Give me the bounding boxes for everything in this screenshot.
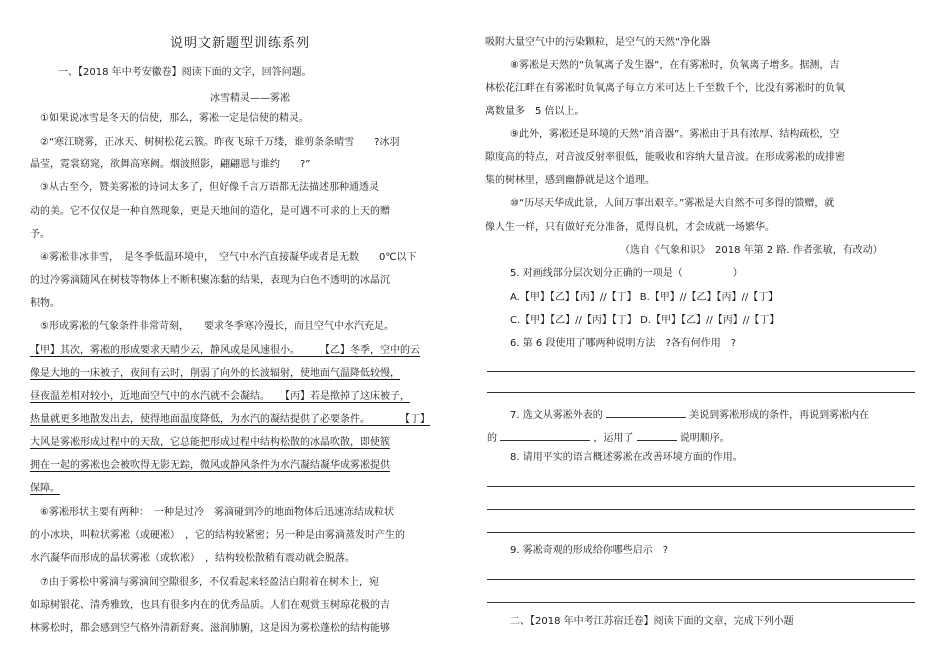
paragraph-line: 的小冰块，叫粒状雾凇（或硬凇） ，它的结构较紧密；另一种是由雾滴蒸发时产生的 (30, 530, 405, 541)
underlined-line: 热量就更多地散发出去，使得地面温度降低，为水汽的凝结提供了必要条件。 【丁】 (30, 414, 430, 425)
paragraph-line: 像人生一样，只有做好充分准备，觅得良机，才会成就一场繁华。 (485, 222, 775, 233)
paragraph-line: 积物。 (30, 298, 60, 309)
question-7-text-c: 的 (487, 433, 497, 444)
paragraph-line: ⑥雾凇形状主要有两种： 一种是过冷 雾滴碰到冷的地面物体后迅速冻结成粒状 (40, 507, 394, 518)
answer-line[interactable] (487, 392, 915, 393)
paragraph-line: 水汽凝华而形成的晶状雾凇（或软凇） ，结构较松散稍有震动就会脱落。 (30, 553, 355, 564)
question-5-options-cd: C.【甲】【乙】//【丙】【丁】 D.【甲】【乙】//【丙】//【丁】 (510, 315, 780, 326)
question-7-text-a: 7. 选文从雾凇外表的 (510, 410, 603, 421)
question-7-text-d: ，运用了 (593, 433, 634, 444)
answer-line[interactable] (487, 371, 915, 372)
answer-line[interactable] (487, 509, 915, 510)
paragraph-line: 吸附大量空气中的污染颗粒，是空气的天然“净化器 (485, 37, 711, 48)
paragraph-line: ④雾凇非冰非雪， 是冬季低温环境中， 空气中水汽直接凝华或者是无数 0℃以下 (40, 252, 417, 263)
paragraph-line: ①如果说冰雪是冬天的信使，那么，雾凇一定是信使的精灵。 (40, 113, 309, 124)
question-5-options-ab: A.【甲】【乙】【丙】//【丁】 B.【甲】//【乙】【丙】//【丁】 (510, 292, 779, 303)
paragraph-line: 林松花江畔在有雾凇时负氧离子每立方米可达上千至数千个，比没有雾凇时的负氧 (485, 83, 845, 94)
underlined-line: 大风是雾凇形成过程中的天敌，它总能把形成过程中结构松散的冰晶吹散，即使簇 (30, 437, 390, 448)
underlined-line: 【甲】其次，雾凇的形成要求天晴少云，静风或是风速很小。 【乙】冬季，空中的云 (30, 345, 420, 356)
paragraph-line: 予。 (30, 229, 50, 240)
paragraph-line: 离数量多 5 倍以上。 (485, 106, 585, 117)
section-heading-2: 二、【2018 年中考江苏宿迁卷】阅读下面的文章，完成下列小题 (510, 616, 794, 627)
question-7-cont (487, 430, 730, 446)
question-5: 5. 对画线部分层次划分正确的一项是（ ） (510, 268, 743, 279)
question-8: 8. 请用平实的语言概述雾凇在改善环境方面的作用。 (510, 452, 743, 463)
underlined-line: 像是大地的一床被子，夜间有云时，削弱了向外的长波辐射，使地面气温降低较慢， (30, 368, 400, 379)
paragraph-line: ⑤形成雾凇的气象条件非常苛刻， 要求冬季寒冷漫长，而且空气中水汽充足。 (40, 321, 394, 332)
question-7-text-e: 说明顺序。 (679, 433, 730, 444)
paragraph-line: 的过冷雾滴随风在树枝等物体上不断积聚冻黏的结果，表现为白色不透明的冰晶沉 (30, 275, 390, 286)
source-citation: （选自《气象和识》 2018 年第 2 路. 作者张敏，有改动） (620, 245, 883, 256)
paragraph-line: 隙度高的特点，对音波反射率很低，能吸收和容纳大量音波。在形成雾凇的成排密 (485, 152, 845, 163)
question-7-text-b: 美说到雾凇形成的条件，再说到雾凇内在 (689, 410, 870, 421)
page-title: 说明文新题型训练系列 (170, 36, 311, 51)
paragraph-line: ⑩“历尽天华成此景，人间万事出艰辛。”雾凇是大自然不可多得的馈赠，就 (510, 198, 835, 209)
paragraph-line: 林雾松时，都会感到空气格外清新舒爽、滋润肺腑，这是因为雾松蓬松的结构能够 (30, 623, 390, 634)
section-heading-1: 一、【2018 年中考安徽卷】阅读下面的文字，回答问题。 (58, 67, 312, 78)
fill-blank-7c[interactable] (637, 430, 677, 441)
paragraph-line: 集的树林里，感到幽静就是这个道理。 (485, 175, 655, 186)
paragraph-line: 如琼树银花、清秀雅致，也具有很多内在的优秀品质。人们在观赏玉树琼花极的吉 (30, 600, 390, 611)
answer-line[interactable] (487, 486, 915, 487)
fill-blank-7b[interactable] (500, 430, 590, 441)
paragraph-line: 晶莹，霓裳窈窕，欲舞高寒阙。烟波照影，翩翩恩与谁约 ?” (30, 159, 311, 170)
article-title: 冰雪精灵——雾凇 (210, 93, 290, 104)
answer-line[interactable] (487, 579, 915, 580)
paragraph-line: 动的美。它不仅仅是一种自然现象，更是天地间的造化，是可遇不可求的上天的赠 (30, 206, 390, 217)
paragraph-line: ⑦由于雾松中雾滴与雾滴间空隙很多，不仅看起来轻盈洁白附着在树木上，宛 (40, 577, 379, 588)
question-7 (510, 407, 869, 423)
underlined-line: 保障。 (30, 483, 60, 494)
paragraph-line: ③从古至今，赞美雾凇的诗词太多了，但好像千言万语都无法描述那种通透灵 (40, 182, 379, 193)
question-6: 6. 第 6 段使用了哪两种说明方法 ?各有何作用 ? (510, 338, 737, 349)
question-9: 9. 雾凇奇观的形成给你哪些启示 ? (510, 545, 669, 556)
paragraph-line: ⑧雾凇是天然的“负氧离子发生器”，在有雾凇时，负氧离子增多。据测，吉 (510, 60, 840, 71)
underlined-line: 拥在一起的雾凇也会被吹得无影无踪，微风或静风条件为水汽凝结凝华成雾凇提供 (30, 460, 390, 471)
paragraph-line: ②“寒江晓雾，正冰天、树树松花云簇。昨夜飞琼千万缕，谁剪条条晴雪 ?冰羽 (40, 137, 400, 148)
answer-line[interactable] (487, 532, 915, 533)
paragraph-line: ⑨此外，雾凇还是环境的天然“消音器”。雾凇由于具有浓厚、结构疏松，空 (510, 129, 840, 140)
answer-line[interactable] (487, 602, 915, 603)
fill-blank-7a[interactable] (606, 407, 686, 418)
underlined-line: 昼夜温差相对较小，近地面空气中的水汽就不会凝结。 【丙】若是揿掉了这床被子， (30, 391, 410, 402)
